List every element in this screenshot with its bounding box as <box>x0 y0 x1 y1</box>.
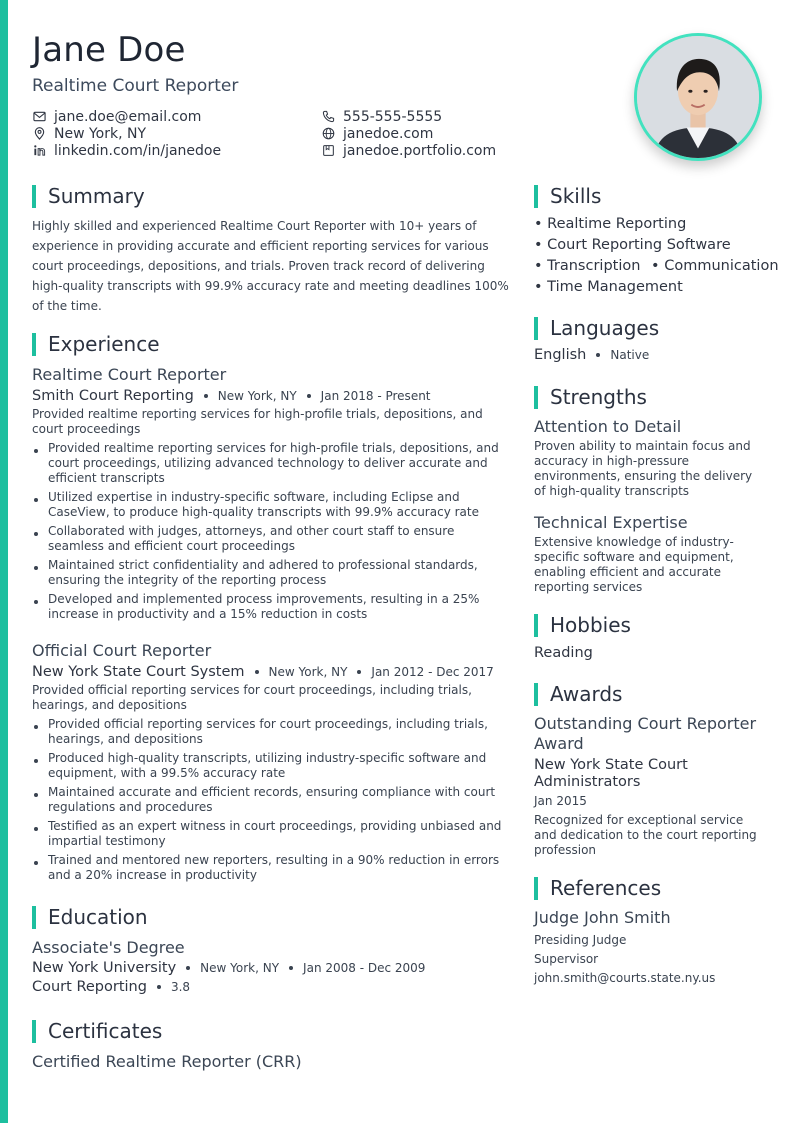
strength-item <box>534 417 766 499</box>
experience-heading <box>32 332 160 356</box>
strength-title: Attention to Detail <box>534 417 682 436</box>
contact-email[interactable] <box>32 108 321 125</box>
degree: Associate's Degree <box>32 938 185 957</box>
summary-heading-text: Summary <box>48 184 145 208</box>
phone-text: 555-555-5555 <box>343 108 443 125</box>
skill-item: Transcription <box>547 258 641 274</box>
hobbies-heading <box>534 613 631 637</box>
location-text: New York, NY <box>54 125 147 142</box>
language-entry <box>534 347 766 363</box>
award-date: Jan 2015 <box>534 794 587 808</box>
avatar <box>637 36 759 158</box>
education-entry <box>32 938 510 995</box>
job-location: New York, NY <box>217 389 297 403</box>
job-title: Official Court Reporter <box>32 641 212 660</box>
award-text: Recognized for exceptional service and dedication to the court reporting profession <box>534 813 757 857</box>
strength-text: Extensive knowledge of industry-specific software and equipment, enabling efficient and accurate reporting services <box>534 535 734 594</box>
list-item: Testified as an expert witness in court proceedings, providing unbiased and impartial testimony <box>32 819 510 849</box>
globe-icon <box>321 127 335 141</box>
job-meta <box>32 664 510 680</box>
job-entry <box>32 365 510 626</box>
job-title: Realtime Court Reporter <box>32 365 227 384</box>
contact-linkedin[interactable] <box>32 142 321 159</box>
education-field-row <box>32 979 510 995</box>
section-accent <box>534 877 538 900</box>
summary-text: Highly skilled and experienced Realtime Court Reporter with 10+ years of experience in providing accurate and efficient reporting services for various court proceedings, depositions, and trials. Proven track record of delivering high-quality transcripts with 99.9% accuracy rate and meeting deadlines 100% of the time. <box>32 219 509 313</box>
linkedin-text: linkedin.com/in/janedoe <box>54 142 222 159</box>
candidate-name: Jane Doe <box>32 30 186 70</box>
website-text: janedoe.com <box>343 125 434 142</box>
school: New York University <box>32 960 177 976</box>
skill-item: Court Reporting Software <box>547 237 731 253</box>
reference-email[interactable]: john.smith@courts.state.ny.us <box>534 971 716 985</box>
email-text: jane.doe@email.com <box>54 108 202 125</box>
section-accent <box>534 614 538 637</box>
contact-phone[interactable] <box>321 108 552 125</box>
skills-heading <box>534 184 601 208</box>
certificate-item: Certified Realtime Reporter (CRR) <box>32 1052 302 1071</box>
skill-row: • Court Reporting Software <box>534 237 731 253</box>
accent-bar <box>0 0 8 1123</box>
strength-item <box>534 513 766 595</box>
skill-row: • Transcription • Communication <box>534 258 779 274</box>
job-company: Smith Court Reporting <box>32 388 194 404</box>
reference-relation: Supervisor <box>534 952 599 966</box>
job-location: New York, NY <box>268 665 348 679</box>
hobby-item: Reading <box>534 645 593 661</box>
section-accent <box>32 906 36 929</box>
list-item: Developed and implemented process improvements, resulting in a 25% increase in productivity and a 15% reduction in costs <box>32 592 510 622</box>
award-item <box>534 714 766 858</box>
separator-dot <box>596 353 600 357</box>
section-accent <box>534 185 538 208</box>
awards-heading-text: Awards <box>550 682 623 706</box>
section-accent <box>534 386 538 409</box>
school-location: New York, NY <box>200 961 280 975</box>
certificates-heading-text: Certificates <box>48 1019 163 1043</box>
education-dates: Jan 2008 - Dec 2009 <box>303 961 426 975</box>
job-description: Provided realtime reporting services for high-profile trials, depositions, and court proceedings <box>32 407 483 436</box>
separator-dot <box>289 966 293 970</box>
section-accent <box>32 1020 36 1043</box>
skills-list <box>534 214 779 298</box>
skill-row: • Realtime Reporting <box>534 216 687 232</box>
contact-website[interactable] <box>321 125 552 142</box>
skill-row: • Time Management <box>534 279 683 295</box>
portfolio-icon <box>321 144 335 158</box>
job-company: New York State Court System <box>32 664 245 680</box>
job-bullets <box>32 441 510 622</box>
reference-name: Judge John Smith <box>534 908 671 927</box>
strength-text: Proven ability to maintain focus and accuracy in high-pressure environments, ensuring the delivery of high-quality transcripts <box>534 439 753 498</box>
languages-heading-text: Languages <box>550 316 660 340</box>
strengths-heading <box>534 385 647 409</box>
gpa: 3.8 <box>170 980 191 994</box>
skill-item: Realtime Reporting <box>547 216 687 232</box>
list-item: Provided official reporting services for court proceedings, including trials, hearings, and depositions <box>32 717 510 747</box>
education-heading-text: Education <box>48 905 148 929</box>
language-name: English <box>534 347 587 363</box>
awards-heading <box>534 682 622 706</box>
job-dates: Jan 2012 - Dec 2017 <box>371 665 494 679</box>
contact-location <box>32 125 321 142</box>
strength-title: Technical Expertise <box>534 513 688 532</box>
job-meta <box>32 388 510 404</box>
skills-heading-text: Skills <box>550 184 602 208</box>
section-accent <box>534 317 538 340</box>
list-item: Utilized expertise in industry-specific software, including Eclipse and CaseView, to produce high-quality transcripts with 99.9% accuracy rate <box>32 490 510 520</box>
phone-icon <box>321 110 335 124</box>
list-item: Maintained strict confidentiality and adhered to professional standards, ensuring the integrity of the reporting process <box>32 558 510 588</box>
separator-dot <box>255 670 259 674</box>
section-accent <box>32 185 36 208</box>
languages-heading <box>534 316 659 340</box>
job-entry <box>32 641 510 887</box>
references-heading-text: References <box>550 876 662 900</box>
section-accent <box>32 333 36 356</box>
contact-portfolio[interactable] <box>321 142 552 159</box>
education-meta <box>32 960 510 976</box>
section-accent <box>534 683 538 706</box>
location-pin-icon <box>32 127 46 141</box>
separator-dot <box>204 394 208 398</box>
separator-dot <box>157 985 161 989</box>
summary-heading <box>32 184 145 208</box>
experience-heading-text: Experience <box>48 332 160 356</box>
mail-icon <box>32 110 46 124</box>
linkedin-icon <box>32 144 46 158</box>
skill-item: Time Management <box>547 279 683 295</box>
list-item: Provided realtime reporting services for high-profile trials, depositions, and court proceedings, utilizing advanced technology to deliver accurate and efficient transcripts <box>32 441 510 486</box>
job-description: Provided official reporting services for court proceedings, including trials, hearings, and depositions <box>32 683 472 712</box>
strengths-heading-text: Strengths <box>550 385 647 409</box>
list-item: Produced high-quality transcripts, utilizing industry-specific software and equipment, with a 99.5% accuracy rate <box>32 751 510 781</box>
separator-dot <box>357 670 361 674</box>
reference-item <box>534 908 766 988</box>
separator-dot <box>307 394 311 398</box>
certificates-heading <box>32 1019 162 1043</box>
contact-info <box>32 108 552 159</box>
list-item: Collaborated with judges, attorneys, and other court staff to ensure seamless and efficient court proceedings <box>32 524 510 554</box>
candidate-title: Realtime Court Reporter <box>32 76 239 96</box>
job-dates: Jan 2018 - Present <box>320 389 431 403</box>
language-level: Native <box>610 348 650 362</box>
portfolio-text: janedoe.portfolio.com <box>343 142 497 159</box>
list-item: Trained and mentored new reporters, resulting in a 90% reduction in errors and a 20% increase in productivity <box>32 853 510 883</box>
award-issuer: New York State Court Administrators <box>534 757 688 790</box>
list-item: Maintained accurate and efficient records, ensuring compliance with court regulations and procedures <box>32 785 510 815</box>
profile-photo <box>634 33 762 161</box>
hobbies-heading-text: Hobbies <box>550 613 631 637</box>
separator-dot <box>186 966 190 970</box>
reference-position: Presiding Judge <box>534 933 627 947</box>
skill-item: Communication <box>664 258 779 274</box>
award-title: Outstanding Court Reporter Award <box>534 714 757 753</box>
references-heading <box>534 876 661 900</box>
education-heading <box>32 905 148 929</box>
field-of-study: Court Reporting <box>32 979 147 995</box>
job-bullets <box>32 717 510 883</box>
